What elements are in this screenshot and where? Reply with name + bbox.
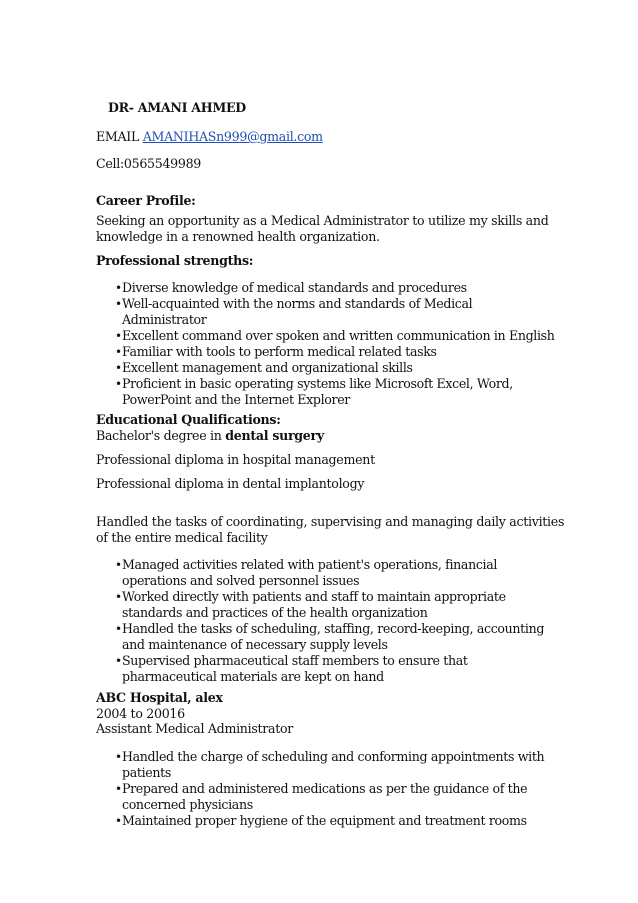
list-item bbox=[96, 376, 555, 408]
degree-line bbox=[96, 428, 324, 444]
bullet-icon: • bbox=[115, 750, 122, 764]
list-item-text: Administrator bbox=[122, 312, 207, 327]
strengths-heading: Professional strengths: bbox=[96, 253, 254, 268]
candidate-name: DR- AMANI AHMED bbox=[108, 100, 246, 115]
list-item-text: Well-acquainted with the norms and standards of Medical bbox=[122, 296, 473, 311]
degree-prefix: Bachelor's degree in bbox=[96, 428, 226, 443]
tasks-intro-2: of the entire medical facility bbox=[96, 530, 268, 545]
career-profile-text-2: knowledge in a renowned health organization. bbox=[96, 229, 380, 244]
list-item bbox=[96, 328, 555, 344]
list-item-text: Worked directly with patients and staff to maintain appropriate bbox=[122, 589, 506, 604]
bullet-icon: • bbox=[115, 654, 122, 668]
list-item-text: and maintenance of necessary supply levels bbox=[122, 637, 388, 652]
list-item bbox=[96, 360, 555, 376]
list-item-text: pharmaceutical materials are kept on hand bbox=[122, 669, 384, 684]
email-line bbox=[96, 129, 323, 145]
diploma-dental-implantology: Professional diploma in dental implantology bbox=[96, 476, 365, 491]
bullet-icon: • bbox=[115, 361, 122, 375]
list-item-text: Diverse knowledge of medical standards and procedures bbox=[122, 280, 467, 295]
list-item-text: Excellent command over spoken and written communication in English bbox=[122, 328, 555, 343]
strengths-list bbox=[96, 280, 555, 408]
list-item-text: Maintained proper hygiene of the equipment and treatment rooms bbox=[122, 813, 527, 828]
list-item-text: Managed activities related with patient's operations, financial bbox=[122, 557, 498, 572]
list-item-text: operations and solved personnel issues bbox=[122, 573, 360, 588]
list-item bbox=[96, 749, 544, 781]
career-profile-text-1: Seeking an opportunity as a Medical Administrator to utilize my skills and bbox=[96, 213, 549, 228]
list-item-text: Handled the tasks of scheduling, staffing, record-keeping, accounting bbox=[122, 621, 545, 636]
bullet-icon: • bbox=[115, 297, 122, 311]
email-label: EMAIL bbox=[96, 129, 143, 144]
list-item-text: Prepared and administered medications as per the guidance of the bbox=[122, 781, 528, 796]
tasks-intro-1: Handled the tasks of coordinating, supervising and managing daily activities bbox=[96, 514, 565, 529]
list-item bbox=[96, 296, 555, 328]
list-item bbox=[96, 813, 544, 829]
job-title: Assistant Medical Administrator bbox=[96, 721, 293, 736]
bullet-icon: • bbox=[115, 782, 122, 796]
tasks-list bbox=[96, 557, 544, 685]
list-item-text: Proficient in basic operating systems like Microsoft Excel, Word, bbox=[122, 376, 513, 391]
bullet-icon: • bbox=[115, 281, 122, 295]
list-item bbox=[96, 557, 544, 589]
bullet-icon: • bbox=[115, 814, 122, 828]
list-item bbox=[96, 653, 544, 685]
bullet-icon: • bbox=[115, 622, 122, 636]
email-link[interactable]: AMANIHASn999@gmail.com bbox=[142, 129, 323, 144]
list-item bbox=[96, 621, 544, 653]
bullet-icon: • bbox=[115, 590, 122, 604]
bullet-icon: • bbox=[115, 558, 122, 572]
cell-line: Cell:0565549989 bbox=[96, 156, 202, 171]
bullet-icon: • bbox=[115, 345, 122, 359]
list-item-text: Handled the charge of scheduling and conforming appointments with bbox=[122, 749, 545, 764]
degree-subject: dental surgery bbox=[225, 428, 324, 443]
list-item bbox=[96, 280, 555, 296]
list-item-text: Excellent management and organizational skills bbox=[122, 360, 413, 375]
career-profile-heading: Career Profile: bbox=[96, 193, 196, 208]
list-item bbox=[96, 344, 555, 360]
diploma-hospital-management: Professional diploma in hospital management bbox=[96, 452, 375, 467]
employer-name: ABC Hospital, alex bbox=[96, 690, 223, 705]
bullet-icon: • bbox=[115, 377, 122, 391]
list-item-text: concerned physicians bbox=[122, 797, 253, 812]
list-item-text: patients bbox=[122, 765, 171, 780]
list-item bbox=[96, 781, 544, 813]
education-heading: Educational Qualifications: bbox=[96, 412, 281, 427]
list-item-text: Familiar with tools to perform medical related tasks bbox=[122, 344, 437, 359]
job-duties-list bbox=[96, 749, 544, 829]
list-item-text: standards and practices of the health organization bbox=[122, 605, 428, 620]
employment-years: 2004 to 20016 bbox=[96, 706, 185, 721]
bullet-icon: • bbox=[115, 329, 122, 343]
list-item-text: PowerPoint and the Internet Explorer bbox=[122, 392, 350, 407]
list-item bbox=[96, 589, 544, 621]
list-item-text: Supervised pharmaceutical staff members to ensure that bbox=[122, 653, 468, 668]
